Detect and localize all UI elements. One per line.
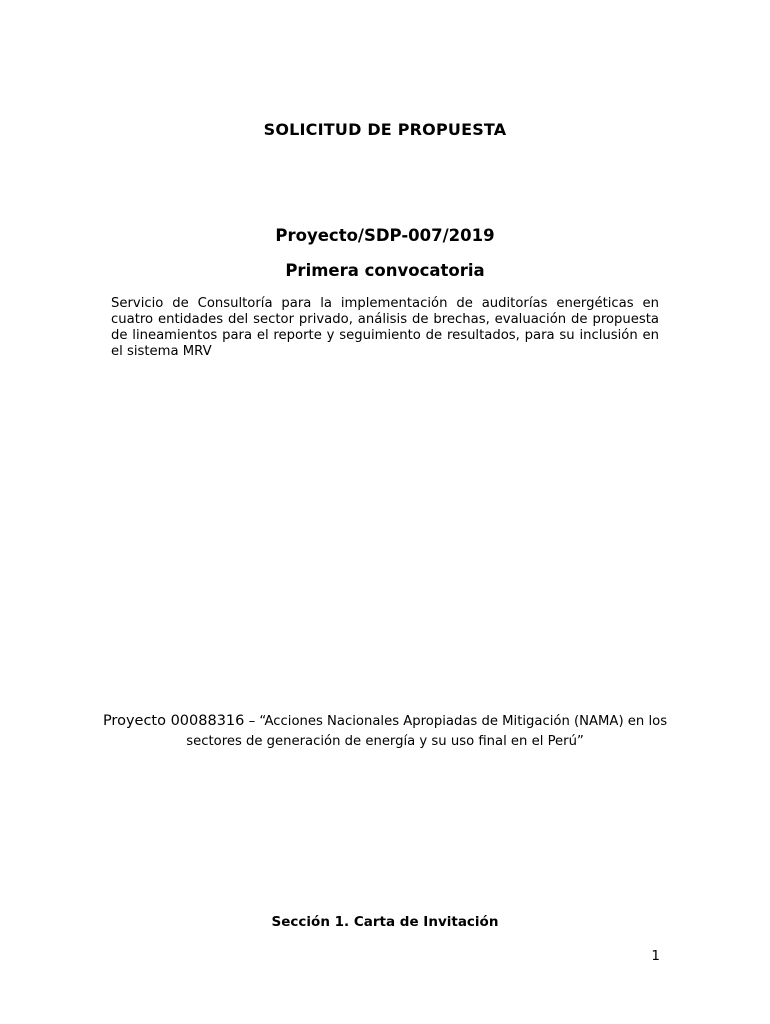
section-heading: Sección 1. Carta de Invitación: [271, 914, 499, 930]
project-number: Proyecto 00088316: [102, 713, 245, 729]
call-label: Primera convocatoria: [285, 261, 485, 280]
project-description: [100, 711, 670, 752]
project-name: – “Acciones Nacionales Apropiadas de Mitigación (NAMA) en los sectores de generación de energía y su uso final en el Perú”: [186, 714, 668, 749]
service-description: Servicio de Consultoría para la implementación de auditorías energéticas en cuatro entidades del sector privado, análisis de brechas, evaluación de propuesta de lineamientos para el reporte y seguimiento de resultados, para su inclusión en el sistema MRV: [111, 296, 659, 359]
document-title: SOLICITUD DE PROPUESTA: [263, 120, 507, 139]
project-code: Proyecto/SDP-007/2019: [275, 226, 495, 245]
page-number: 1: [651, 948, 660, 964]
